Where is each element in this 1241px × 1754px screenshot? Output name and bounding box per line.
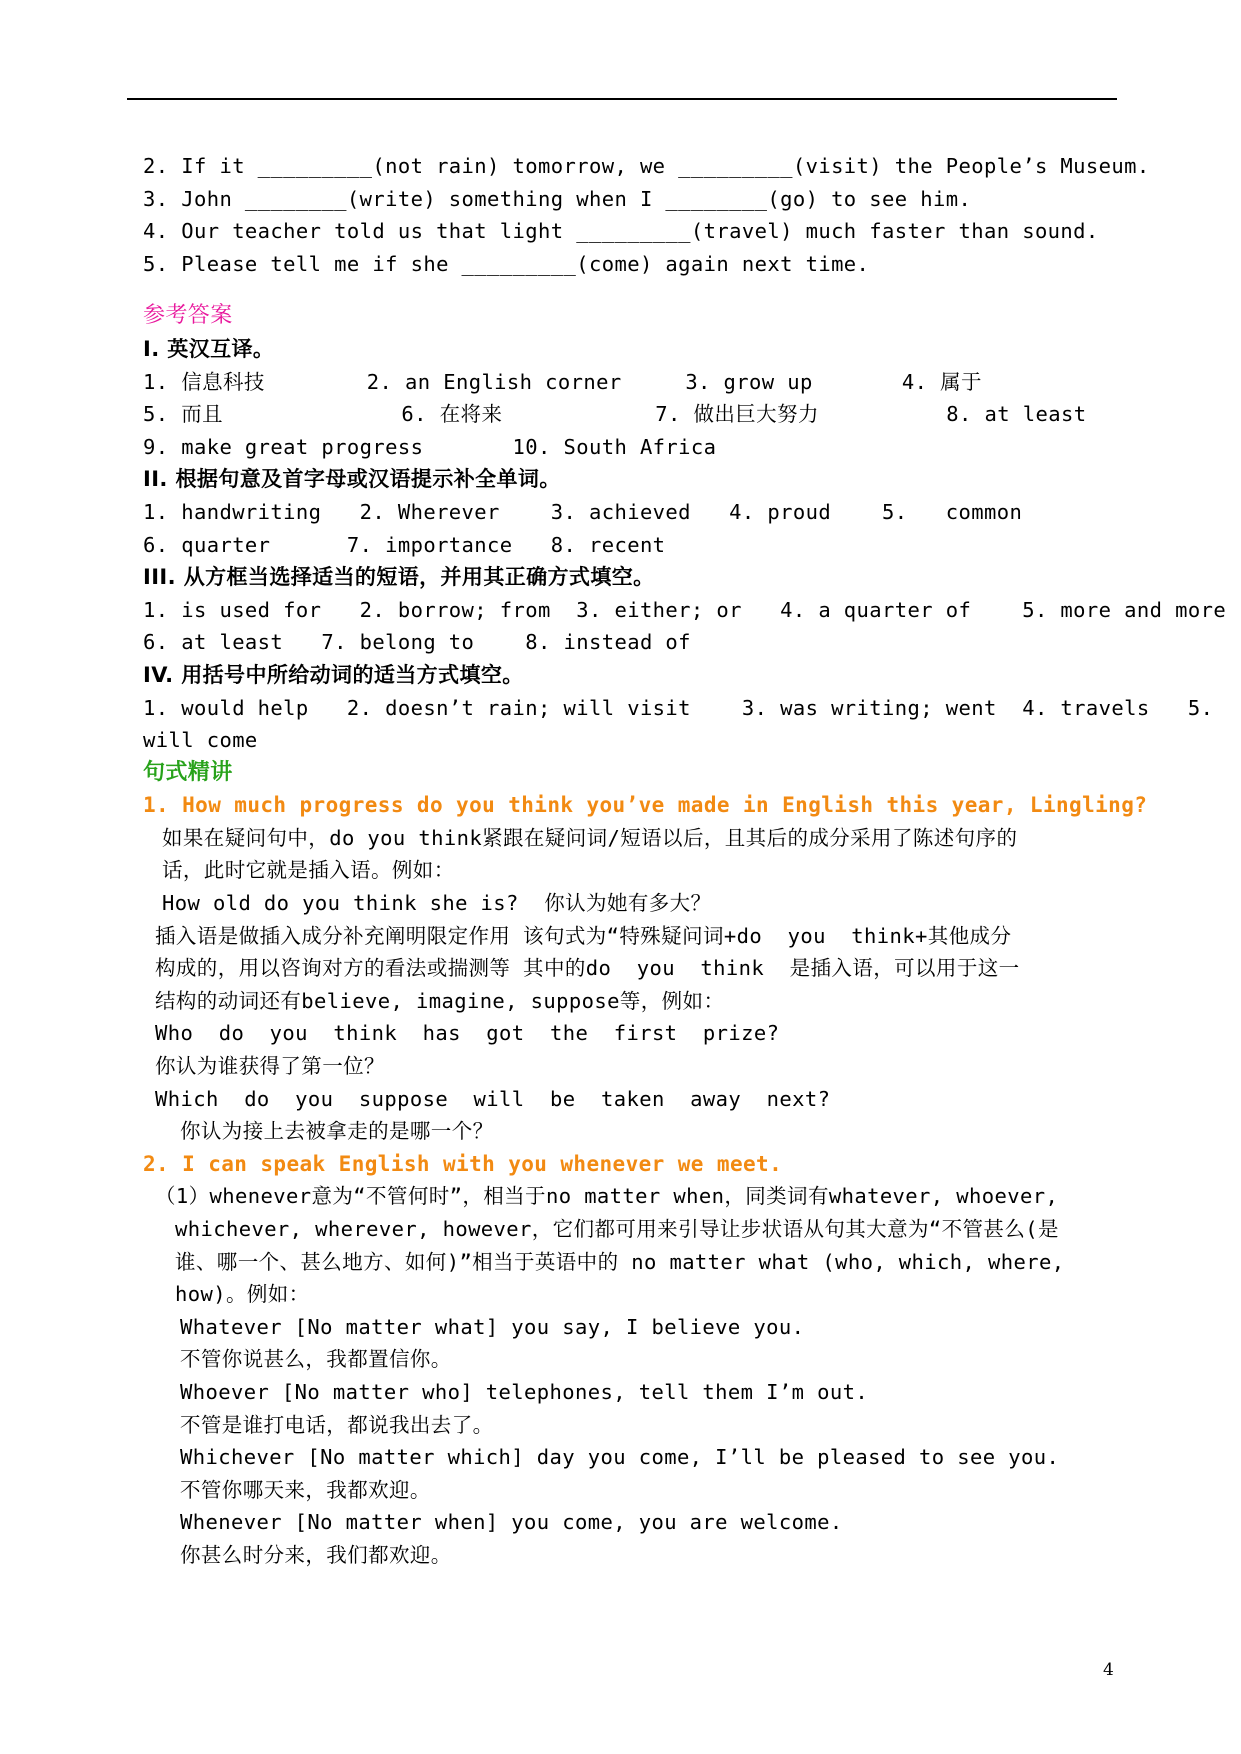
exercise-block	[143, 150, 1150, 280]
explain-line: how)。例如：	[175, 1282, 310, 1307]
sentences-block	[143, 757, 1148, 1572]
answer-line: 6. at least 7. belong to 8. instead of	[143, 630, 691, 655]
section-heading: IV. 用括号中所给动词的适当方式填空。	[143, 662, 524, 687]
example-en: Which do you suppose will be taken away next?	[155, 1086, 831, 1111]
answer-line: 6. quarter 7. importance 8. recent	[143, 532, 666, 557]
explain-line: 插入语是做插入成分补充阐明限定作用 该句式为“特殊疑问词+do you think+其他成分	[155, 923, 1012, 948]
answers-block	[143, 300, 1227, 756]
sentence-heading: 2. I can speak English with you whenever we meet.	[143, 1151, 783, 1176]
page-number: 4	[1103, 1660, 1114, 1680]
exercise-line: 5. Please tell me if she _________(come) again next time.	[143, 251, 870, 276]
exercise-line: 2. If it _________(not rain) tomorrow, we _________(visit) the People’s Museum.	[143, 154, 1150, 178]
explain-line: 构成的，用以咨询对方的看法或揣测等 其中的do you think 是插入语，可以用于这一	[155, 956, 1020, 981]
section-heading: I. 英汉互译。	[143, 336, 275, 361]
example-en: Whatever [No matter what] you say, I believe you.	[180, 1314, 805, 1339]
example-cn: 不管你哪天来，我都欢迎。	[180, 1477, 431, 1502]
answer-line: 1. would help 2. doesn’t rain; will visit 3. was writing; went 4. travels 5.	[143, 695, 1214, 720]
sentence-heading: 1. How much progress do you think you’ve made in English this year, Lingling?	[143, 793, 1148, 818]
example-en: Whichever [No matter which] day you come, I’ll be pleased to see you.	[180, 1445, 1060, 1470]
example-cn: 你认为接上去被拿走的是哪一个？	[180, 1119, 494, 1144]
answer-line: 1. handwriting 2. Wherever 3. achieved 4. proud 5. common	[143, 499, 1023, 524]
explain-line: 谁、哪一个、甚么地方、如何)”相当于英语中的 no matter what (who, which, where,	[175, 1249, 1065, 1274]
example-cn: 不管是谁打电话，都说我出去了。	[180, 1412, 494, 1437]
answer-line: 1. 信息科技 2. an English corner 3. grow up 4. 属于	[143, 369, 982, 394]
section-heading: II. 根据句意及首字母或汉语提示补全单词。	[143, 467, 561, 492]
explain-line: whichever, wherever, however，它们都可用来引导让步状语从句其大意为“不管甚么(是	[175, 1217, 1059, 1241]
example-line: How old do you think she is? 你认为她有多大？	[162, 891, 712, 916]
answers-title: 参考答案	[143, 303, 233, 329]
answer-line: 5. 而且 6. 在将来 7. 做出巨大努力 8. at least	[143, 402, 1087, 427]
example-en: Whoever [No matter who] telephones, tell them I’m out.	[180, 1379, 869, 1404]
explain-line: 如果在疑问句中，do you think紧跟在疑问词/短语以后，且其后的成分采用了陈述句序的	[162, 825, 1018, 850]
answer-line: 1. is used for 2. borrow; from 3. either; or 4. a quarter of 5. more and more	[143, 597, 1227, 622]
example-cn: 你甚么时分来，我们都欢迎。	[180, 1542, 452, 1567]
explain-line: 结构的动词还有believe, imagine, suppose等，例如：	[155, 988, 725, 1013]
section-heading: III. 从方框当选择适当的短语，并用其正确方式填空。	[143, 565, 655, 590]
header-rule	[127, 98, 1117, 100]
explain-line: 话，此时它就是插入语。例如：	[162, 858, 455, 883]
exercise-line: 3. John ________(write) something when I ________(go) to see him.	[143, 186, 972, 211]
example-en: Whenever [No matter when] you come, you are welcome.	[180, 1510, 843, 1535]
exercise-line: 4. Our teacher told us that light _________(travel) much faster than sound.	[143, 219, 1099, 244]
example-en: Who do you think has got the first prize?	[155, 1021, 780, 1046]
page-content	[143, 150, 1227, 1572]
explain-line: （1）whenever意为“不管何时”，相当于no matter when，同类词有whatever, whoever,	[155, 1184, 1059, 1209]
example-cn: 不管你说甚么，我都置信你。	[180, 1347, 452, 1372]
example-cn: 你认为谁获得了第一位？	[155, 1054, 385, 1079]
answer-line: 9. make great progress 10. South Africa	[143, 434, 717, 459]
answer-line: will come	[143, 728, 258, 753]
sentences-title: 句式精讲	[143, 759, 233, 785]
